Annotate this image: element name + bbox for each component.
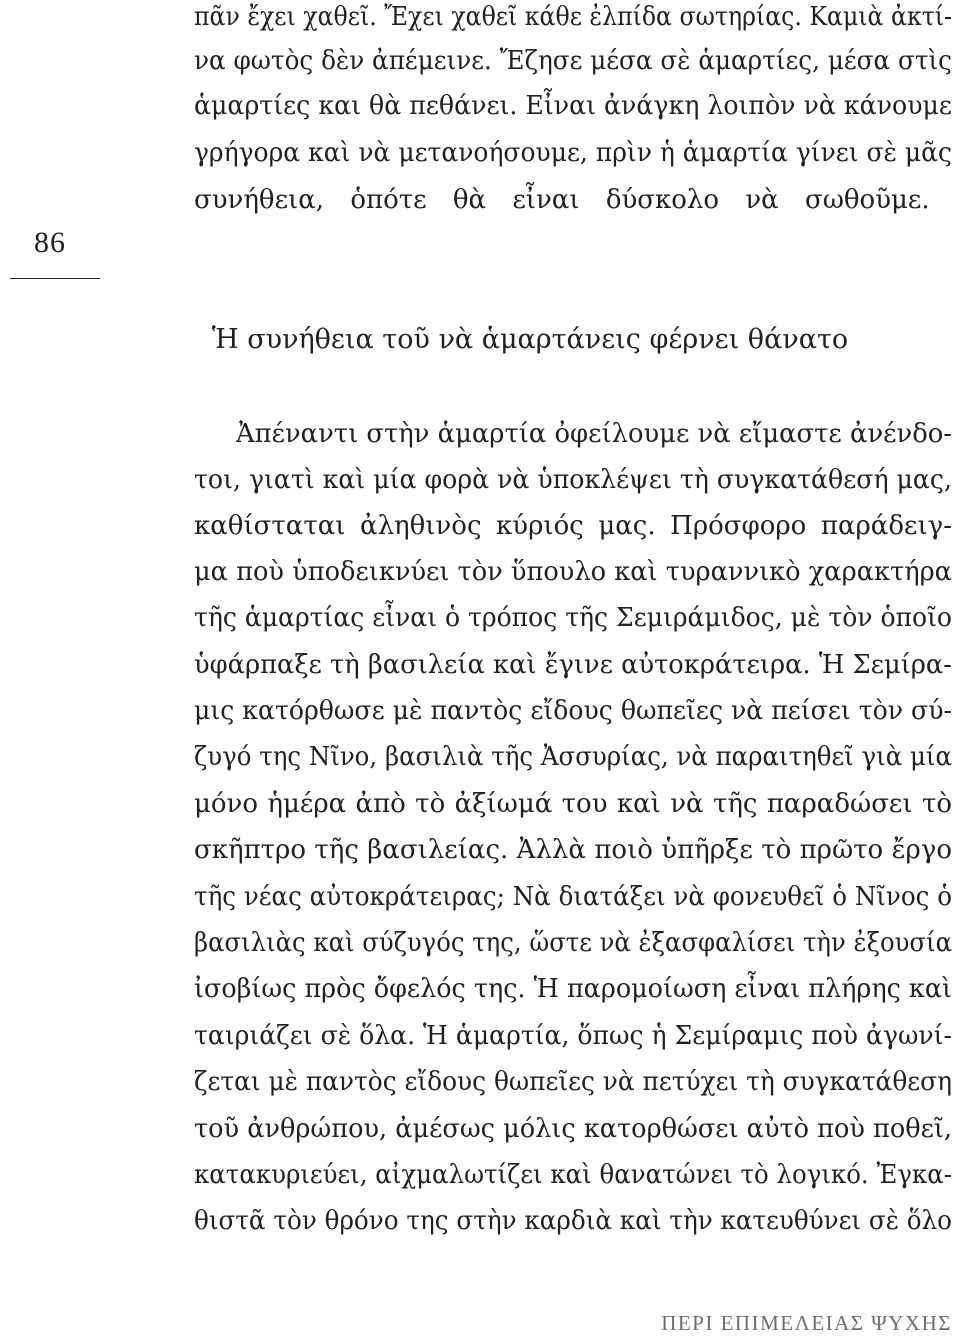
text-line: τῆς ἁμαρτίας εἶναι ὁ τρόπος τῆς Σεμιράμιδος, μὲ τὸν ὁποῖο [194,603,952,633]
text-line: κατακυριεύει, αἰχμαλωτίζει καὶ θανατώνει τὸ λογικό. Ἐγκα- [194,1160,952,1190]
text-line: τῆς νέας αὐτοκράτειρας; Νὰ διατάξει νὰ φονευθεῖ ὁ Νῖνος ὁ [194,882,952,912]
text-line: ζυγό της Νῖνο, βασιλιὰ τῆς Ἀσσυρίας, νὰ παραιτηθεῖ γιὰ μία [194,742,952,772]
text-line: συνήθεια, ὁπότε θὰ εἶναι δύσκολο νὰ σωθοῦμε. [194,185,930,215]
text-line: Ἀπέναντι στὴν ἁμαρτία ὀφείλουμε νὰ εἴμαστε ἀνένδο- [236,419,952,449]
text-line: να φωτὸς δὲν ἀπέμεινε. Ἔζησε μέσα σὲ ἁμαρτίες, μέσα στὶς [194,46,952,76]
text-line: ἁμαρτίες και θὰ πεθάνει. Εἶναι ἀνάγκη λοιπὸν νὰ κάνουμε [194,91,952,121]
running-footer: ΠΕΡΙ ΕΠΙΜΕΛΕΙΑΣ ΨΥΧΗΣ [661,1311,952,1335]
text-line: πᾶν ἔχει χαθεῖ. Ἔχει χαθεῖ κάθε ἐλπίδα σωτηρίας. Καμιὰ ἀκτί- [194,2,952,32]
text-line: ζεται μὲ παντὸς εἴδους θωπεῖες νὰ πετύχει τὴ συγκατάθεση [194,1067,952,1097]
section-heading: Ἡ συνήθεια τοῦ νὰ ἁμαρτάνεις φέρνει θάνατο [211,324,849,355]
text-line: μις κατόρθωσε μὲ παντὸς εἴδους θωπεῖες νὰ πείσει τὸν σύ- [194,696,952,726]
text-line: τοῦ ἀνθρώπου, ἀμέσως μόλις κατορθώσει αὐτὸ ποὺ ποθεῖ, [194,1114,952,1144]
text-line: βασιλιὰς καὶ σύζυγός της, ὥστε νὰ ἐξασφαλίσει τὴν ἐξουσία [194,928,952,958]
page-number-rule [10,278,100,279]
page-number: 86 [34,226,66,259]
text-line: θιστᾶ τὸν θρόνο της στὴν καρδιὰ καὶ τὴν κατευθύνει σὲ ὅλο [194,1206,952,1236]
text-line: ἰσοβίως πρὸς ὄφελός της. Ἡ παρομοίωση εἶναι πλήρης καὶ [194,974,952,1004]
text-line: μόνο ἡμέρα ἀπὸ τὸ ἀξίωμά του καὶ νὰ τῆς παραδώσει τὸ [194,789,952,819]
text-line: τοι, γιατὶ καὶ μία φορὰ νὰ ὑποκλέψει τὴ συγκατάθεσή μας, [194,465,952,495]
text-line: γρήγορα καὶ νὰ μετανοήσουμε, πρὶν ἡ ἁμαρτία γίνει σὲ μᾶς [194,138,952,168]
text-line: σκῆπτρο τῆς βασιλείας. Ἀλλὰ ποιὸ ὑπῆρξε τὸ πρῶτο ἔργο [194,835,952,865]
text-line: καθίσταται ἀληθινὸς κύριός μας. Πρόσφορο παράδειγ- [194,511,952,541]
text-line: ὑφάρπαξε τὴ βασιλεία καὶ ἔγινε αὐτοκράτειρα. Ἡ Σεμίρα- [194,650,952,680]
text-line: μα ποὺ ὑποδεικνύει τὸν ὕπουλο καὶ τυραννικὸ χαρακτήρα [194,557,952,587]
text-line: ταιριάζει σὲ ὅλα. Ἡ ἁμαρτία, ὅπως ἡ Σεμίραμις ποὺ ἀγωνί- [194,1021,952,1051]
